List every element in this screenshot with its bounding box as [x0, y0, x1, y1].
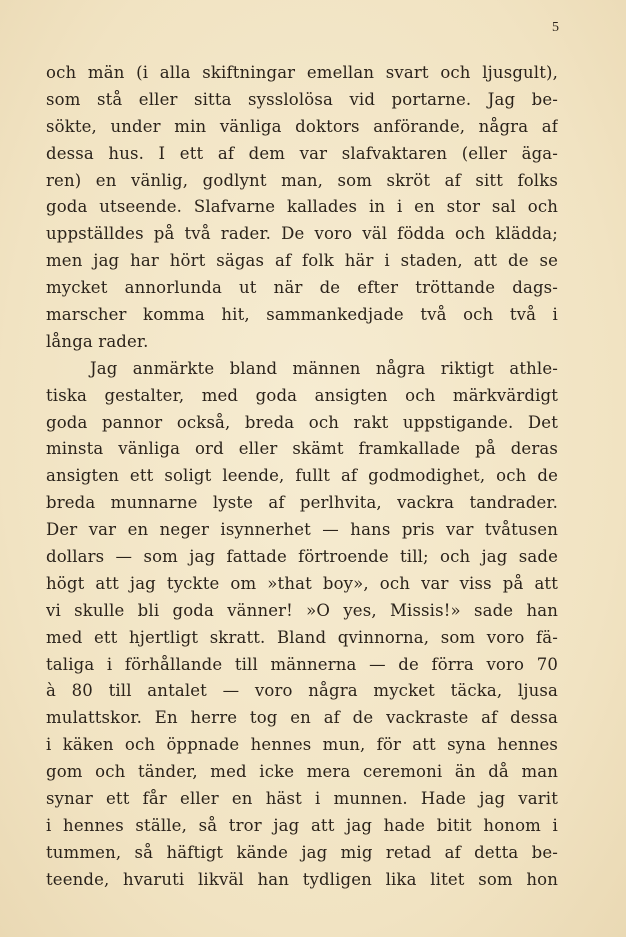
text-line: med ett hjertligt skratt. Bland qvinnorna, som voro fä-: [46, 627, 558, 647]
text-line: minsta vänliga ord eller skämt framkallade på deras: [46, 439, 558, 459]
text-line: goda pannor också, breda och rakt uppstigande. Det: [46, 412, 558, 432]
text-line: breda munnarne lyste af perlhvita, vackra tandrader.: [46, 493, 558, 513]
text-line: långa rader.: [46, 331, 149, 351]
text-line: högt att jag tyckte om »that boy», och var viss på att: [46, 573, 558, 593]
text-line: mulattskor. En herre tog en af de vackraste af dessa: [46, 708, 558, 728]
text-line: mycket annorlunda ut när de efter tröttande dags-: [46, 278, 558, 298]
text-line: uppställdes på två rader. De voro väl födda och klädda;: [46, 224, 558, 244]
text-line: men jag har hört sägas af folk här i staden, att de se: [46, 251, 558, 271]
text-line: Der var en neger isynnerhet — hans pris var tvåtusen: [46, 520, 558, 540]
text-line: ren) en vänlig, godlynt man, som skröt af sitt folks: [46, 170, 558, 190]
text-line: och män (i alla skiftningar emellan svart och ljusgult),: [46, 63, 558, 82]
text-line: i käken och öppnade hennes mun, för att syna hennes: [46, 735, 558, 755]
text-line: vi skulle bli goda vänner! »O yes, Missis!» sade han: [46, 600, 558, 620]
text-line: dessa hus. I ett af dem var slafvaktaren (eller äga-: [46, 143, 558, 163]
page-number: 5: [552, 20, 559, 35]
text-line: sökte, under min vänliga doktors anförande, några af: [46, 116, 558, 136]
text-line: i hennes ställe, så tror jag att jag hade bitit honom i: [46, 815, 558, 835]
text-line: goda utseende. Slafvarne kallades in i en stor sal och: [46, 197, 558, 217]
text-line: Jag anmärkte bland männen några riktigt athle-: [90, 358, 558, 378]
text-line: taliga i förhållande till männerna — de förra voro 70: [46, 654, 558, 674]
body-text: [46, 60, 558, 894]
text-line: dollars — som jag fattade förtroende till; och jag sade: [46, 547, 558, 567]
text-line: synar ett får eller en häst i munnen. Hade jag varit: [46, 789, 558, 809]
text-line: tummen, så häftigt kände jag mig retad af detta be-: [46, 842, 558, 862]
text-line: marscher komma hit, sammankedjade två och två i: [46, 305, 558, 325]
text-line: à 80 till antalet — voro några mycket täcka, ljusa: [46, 681, 558, 701]
text-line: gom och tänder, med icke mera ceremoni än då man: [46, 762, 558, 782]
text-line: ansigten ett soligt leende, fullt af godmodighet, och de: [46, 466, 558, 486]
text-line: som stå eller sitta sysslolösa vid portarne. Jag be-: [46, 89, 558, 109]
text-line: tiska gestalter, med goda ansigten och märkvärdigt: [46, 385, 558, 405]
text-line: teende, hvaruti likväl han tydligen lika litet som hon: [46, 869, 558, 889]
